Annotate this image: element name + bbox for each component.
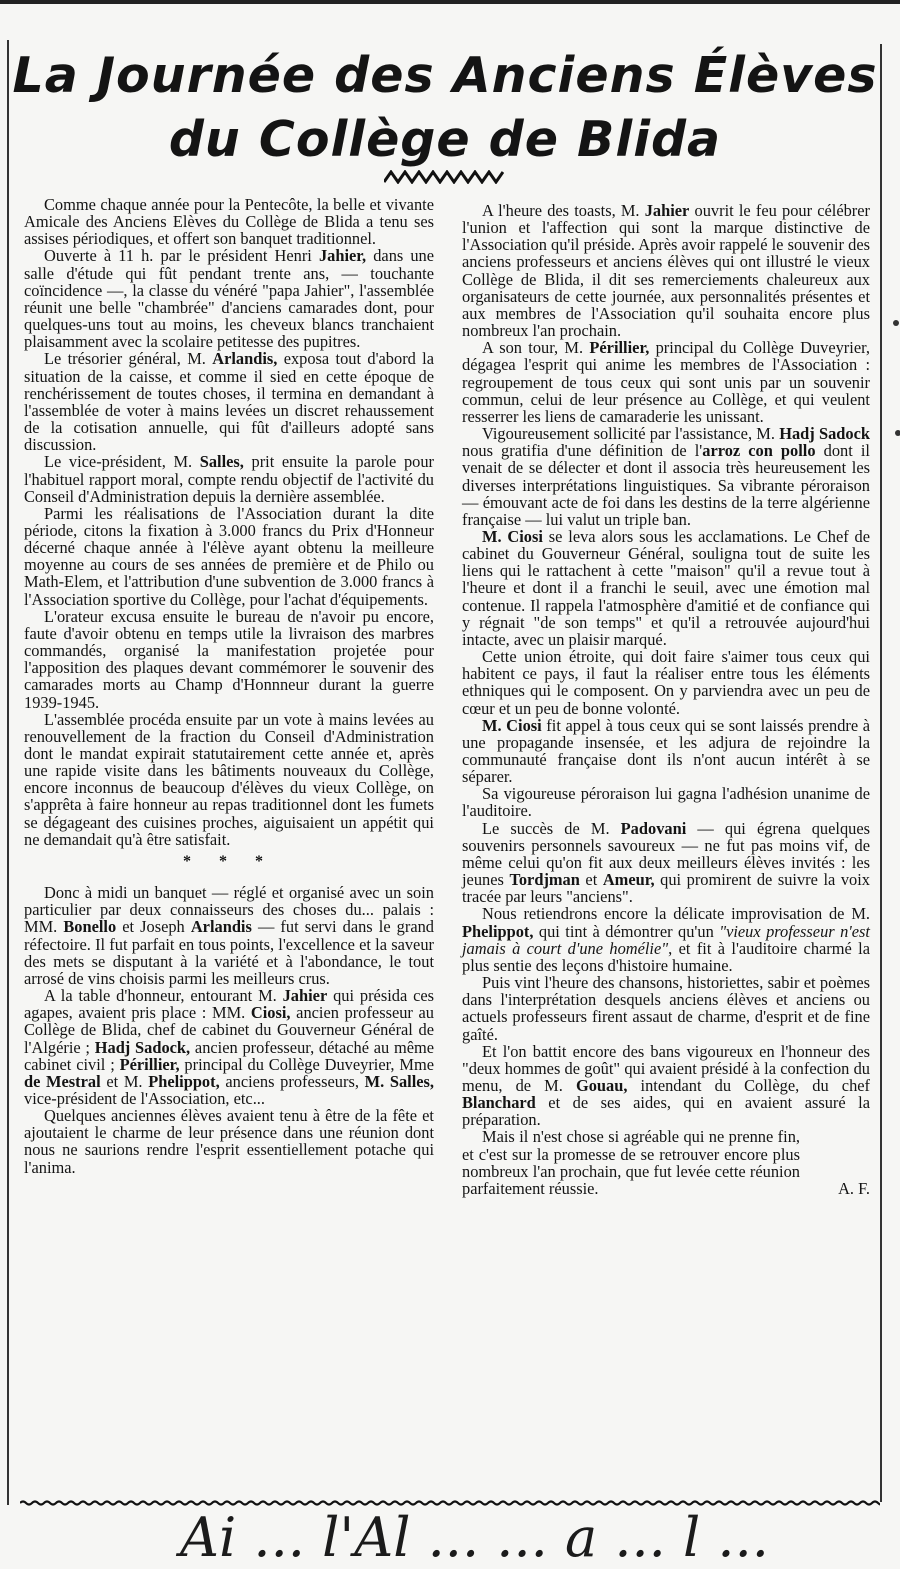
text-run: ancien professeur au Collège de Blida, chef de cabinet du Gouverneur Général de l'Algérie ; <box>24 1003 434 1057</box>
edge-mark <box>895 430 900 436</box>
bold-name: Phelippot, <box>148 1071 220 1091</box>
text-run: A la table d'honneur, entourant M. <box>44 986 283 1006</box>
article-paragraph <box>24 196 434 247</box>
text-run: — qui égrena quelques souvenirs personnels savoureux — ne fut pas moins vif, de même celui qu'on fit aux deux meilleurs élèves invités : les jeunes <box>462 818 870 890</box>
text-run: ancien professeur, détaché au même cabinet civil ; <box>24 1037 435 1074</box>
bold-name: Bonello <box>63 917 117 937</box>
text-run: Ouverte à 11 h. par le président Henri <box>44 246 319 266</box>
italic-quote: "vieux professeur n'est jamais à court d'une homélie" <box>462 921 870 958</box>
article-left-column <box>24 196 434 1176</box>
text-run: anciens professeurs, <box>219 1071 365 1091</box>
text-run: L'orateur excusa ensuite le bureau de n'avoir pu encore, faute d'avoir obtenu en temps utile la livraison des marbres commandés, organisé la manifestation projetée pour l'apposition des plaques devant commémorer le souvenir des camarades morts au Champ d'Honnneur durant la guerre 1939-1945. <box>24 606 434 712</box>
article-paragraph <box>462 1043 870 1129</box>
text-run: L'assemblée procéda ensuite par un vote à mains levées au renouvellement de la fraction du Conseil d'Administration dont le mandat expirait statutairement cette année et, après une rapide visite dans les bâtiments nouveaux du Collège, encore inconnus de beaucoup d'élèves du vieux Collège, on s'apprêta à faire honneur au repas traditionnel dont les fumets se dégageant des cuisines proches, aiguisaient un appétit qui ne demandait qu'à être satisfait. <box>24 709 434 849</box>
text-run: Cette union étroite, qui doit faire s'aimer tous ceux qui habitent ce pays, il faut la réaliser entre tous les éléments ethniques qui le composent. On y parviendra avec un peu de cœur et un peu de bonne volonté. <box>462 647 870 718</box>
article-paragraph <box>24 1107 434 1176</box>
article-paragraph <box>24 247 434 350</box>
text-run: qui présida ces agapes, avaient pris place : MM. <box>24 986 434 1023</box>
text-run: se leva alors sous les acclamations. Le Chef de cabinet du Gouverneur Général, souligna tout de suite les liens qui le rattachent à cette "maison" qu'il a revue tout à l'heure et dont il a franchi le seuil, avec une émotion mal contenue. Il rappela l'atmosphère d'amitié et de confiance qui y régnait "de son temps" et qu'il a retrouvée aujourd'hui intacte, avec un plaisir marqué. <box>462 526 870 649</box>
text-run: Quelques anciennes élèves avaient tenu à être de la fête et ajoutaient le charme de leur présence dans une réunion dont nous ne saurions rendre l'esprit essentiellement potache qui l'anima. <box>24 1106 434 1177</box>
text-run: Donc à midi un banquet — réglé et organisé avec un soin particulier par deux connaisseurs des choses du... palais : MM. <box>24 883 434 937</box>
text-run: et de ses aides, qui en avaient assuré la préparation. <box>462 1093 870 1130</box>
bold-name: Ameur, <box>602 870 655 890</box>
bold-name: Blanchard <box>462 1093 536 1113</box>
text-run: A son tour, M. <box>482 338 590 358</box>
bold-name: Tordjman <box>509 870 580 890</box>
text-run: Le vice-président, M. <box>44 452 200 472</box>
text-run: qui tint à démontrer qu'un <box>533 921 720 941</box>
text-run: fit appel à tous ceux qui se sont laissés prendre à une propagande insensée, et les adjura de rejoindre la communauté française dont ils n'ont aucun intérêt à se séparer. <box>462 715 871 787</box>
next-article-script-heading: Ai ... l'Al ... ... a ... l ... <box>180 1506 769 1569</box>
text-run: et M. <box>100 1071 149 1091</box>
text-run: A l'heure des toasts, M. <box>482 201 645 220</box>
bold-name: Phelippot, <box>462 921 534 941</box>
bold-name: M. Ciosi <box>482 715 542 735</box>
text-run: Et l'on battit encore des bans vigoureux en l'honneur des "deux hommes de goût" qui avaient présidé à la confection du menu, de M. <box>462 1041 870 1095</box>
text-run: nous gratifia d'une définition de l' <box>462 441 703 461</box>
bold-name: Jahier <box>644 201 690 220</box>
text-run: vice-président de l'Association, etc... <box>24 1088 265 1108</box>
bold-name: de Mestral <box>24 1071 101 1091</box>
text-run: principal du Collège Duveyrier, Mme <box>179 1054 434 1074</box>
text-run: Puis vint l'heure des chansons, historiettes, sabir et poèmes dans l'interprétation desquels anciens élèves et anciens ou actuels professeurs firent assaut de charme, d'esprit et de fine gaîté. <box>462 973 870 1044</box>
bold-name: Jahier <box>282 986 328 1006</box>
text-run: dont il venait de se délecter et dont il associa très heureusement les diverses interprétations linguistiques. Sa vibrante péroraison — émouvant acte de foi dans les destins de la terre algérienne française — lui valut un triple ban. <box>462 441 870 529</box>
right-paragraphs <box>462 202 870 1197</box>
article-paragraph <box>462 717 870 786</box>
text-run: Parmi les réalisations de l'Association durant la dite période, citons la fixation à 3.000 francs du Prix d'Honneur décerné chaque année à l'élève ayant obtenu la meilleure moyenne au cours de ses années de première et de Philo ou Math-Elem, et l'attribution d'une subvention de 3.000 francs à l'Association sportive du Collège, pour l'achat d'équipements. <box>24 503 434 609</box>
headline-line-1: La Journée des Anciens Élèves <box>12 47 878 104</box>
bold-name: M. Salles, <box>364 1071 434 1091</box>
article-paragraph <box>462 820 870 906</box>
article-paragraph <box>24 711 434 848</box>
article-paragraph <box>24 884 434 987</box>
text-run: intendant du Collège, du chef <box>627 1075 870 1095</box>
text-run: et Joseph <box>116 917 191 937</box>
zigzag-ornament <box>384 170 504 184</box>
headline <box>0 44 890 172</box>
text-run: , et fit à l'auditoire charmé la plus sentie des leçons d'histoire humaine. <box>462 938 870 975</box>
text-run: Le succès de M. <box>482 818 621 838</box>
signature: A. F. <box>838 1178 870 1198</box>
bold-name: Arlandis, <box>212 349 278 369</box>
article-paragraph <box>462 425 870 528</box>
headline-line-2: du Collège de Blida <box>168 111 722 168</box>
text-run: Vigoureusement sollicité par l'assistance, M. <box>482 424 780 444</box>
bold-name: arroz con pollo <box>702 441 816 461</box>
text-run: ouvrit le feu pour célébrer l'union et l'affection qui sont la marque distinctive de l'Association qu'il préside. Après avoir rappelé le souvenir des anciens professeurs et anciens élèves qui ont illustré le vieux Collège de Blida, il dit ses remerciements chaleureux aux organisateurs de cette journée, aux personnalités présentes et aux membres de l'Association qu'il souhaita encore plus nombreux l'an prochain. <box>462 201 870 341</box>
edge-mark <box>893 320 899 326</box>
article-paragraph <box>462 785 870 819</box>
article-paragraph <box>462 905 870 974</box>
bold-name: Périllier, <box>119 1054 180 1074</box>
bold-name: Hadj Sadock <box>779 424 870 444</box>
bold-name: Gouau, <box>575 1075 628 1095</box>
article-paragraph <box>462 528 870 648</box>
bold-name: Arlandis <box>190 917 252 937</box>
article-paragraph <box>462 648 870 717</box>
article-paragraph <box>462 974 870 1043</box>
bold-name: Jahier, <box>318 246 367 266</box>
text-run: et <box>579 870 603 890</box>
article-paragraph <box>24 505 434 608</box>
bold-name: Périllier, <box>589 338 650 358</box>
bold-name: Padovani <box>620 818 687 838</box>
article-right-column <box>462 202 870 1197</box>
article-paragraph <box>24 987 434 1107</box>
text-run: prit ensuite la parole pour l'habituel rapport moral, compte rendu objectif de l'activité du Conseil d'Administration depuis la dernière assemblée. <box>24 452 434 506</box>
bold-name: Hadj Sadock, <box>94 1037 191 1057</box>
text-run: dans une salle d'étude qui fût pendant trente ans, — touchante coïncidence —, la classe du vénéré "papa Jahier", l'assemblée réunit une belle "chambrée" d'anciens camarades dont, pour quelques-uns tout au moins, les cheveux blancs tranchaient plaisamment avec la scolaire petitesse des pupitres. <box>24 246 435 352</box>
top-rule <box>0 0 900 4</box>
text-run: Comme chaque année pour la Pentecôte, la belle et vivante Amicale des Anciens Elèves du Collège de Blida a tenu ses assises périodiques, et offert son banquet traditionnel. <box>24 195 434 249</box>
text-run: Mais il n'est chose si agréable qui ne prenne fin, et c'est sur la promesse de se retrouver encore plus nombreux l'an prochain, que fut levée cette réunion parfaitement réussie. <box>462 1127 800 1198</box>
left-frame-rule <box>7 40 9 1505</box>
left-paragraphs <box>24 196 434 848</box>
text-run: qui promirent de suivre la voix tracée par leurs "anciens". <box>462 870 870 907</box>
bold-name: Ciosi, <box>250 1003 291 1023</box>
article-paragraph <box>24 608 434 711</box>
text-run: — fut servi dans le grand réfectoire. Il fut parfait en tous points, l'excellence et la saveur des mets se disputant à la variété et à l'abondance, le tout arrosé de vins choisis parmi les meilleurs crus. <box>24 917 434 988</box>
right-frame-rule <box>880 44 882 1502</box>
text-run: Le trésorier général, M. <box>44 349 213 369</box>
text-run: Nous retiendrons encore la délicate improvisation de M. <box>482 904 870 924</box>
article-paragraph <box>462 339 870 425</box>
article-paragraph <box>24 350 434 453</box>
text-run: exposa tout d'abord la situation de la caisse, et comme il sied en cette époque de renchérissement de toutes choses, il termina en demandant à l'assemblée de voter à mains levées un discret rehaussement de la cotisation annuelle, qui fût d'ailleurs adopté sans discussion. <box>24 349 435 455</box>
article-paragraph <box>462 202 870 339</box>
left-paragraphs-after <box>24 884 434 1176</box>
text-run: principal du Collège Duveyrier, dégagea l'esprit qui anime les membres de l'Association : regroupement de tous ceux qui sont unis par un souvenir commun, celui de leur présence au Collège, et qui veulent resserrer les liens de camaraderie les unissant. <box>462 338 870 426</box>
article-paragraph <box>24 453 434 504</box>
bold-name: M. Ciosi <box>482 526 543 546</box>
bold-name: Salles, <box>199 452 244 472</box>
section-separator: * * * <box>183 852 275 870</box>
article-paragraph <box>462 1128 870 1197</box>
text-run: Sa vigoureuse péroraison lui gagna l'adhésion unanime de l'auditoire. <box>462 784 870 821</box>
